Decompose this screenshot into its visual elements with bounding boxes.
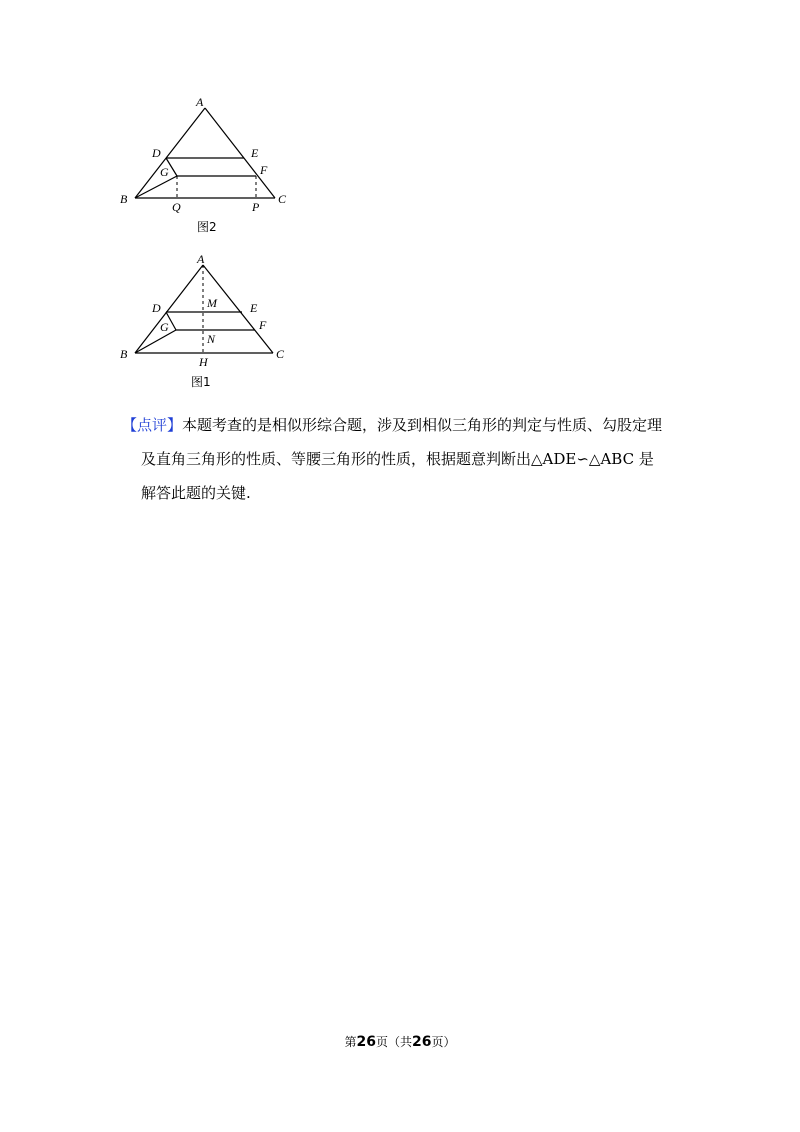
label-q: Q [172,200,181,214]
label-f: F [260,163,268,177]
label-a: A [196,95,204,109]
figure-1-caption: 图1 [191,375,211,389]
segment-bg [135,176,177,198]
figure-1 [115,245,305,395]
figure-2-caption: 图2 [197,220,217,234]
footer-prefix: 第 [344,1035,357,1049]
label-e: E [251,146,259,160]
label-f: F [259,318,267,332]
side-ac [205,108,275,198]
comment-text-1: 本题考查的是相似形综合题，涉及到相似三角形的判定与性质、勾股定理 [182,416,663,434]
footer-mid: 页（共 [375,1035,412,1049]
comment-tag: 【点评】 [122,416,183,434]
segment-bg [135,330,176,353]
label-c: C [278,192,287,206]
label-c: C [276,347,285,361]
side-ab [135,108,205,198]
comment-line-1 [122,408,692,442]
label-d: D [152,146,161,160]
comment-line-3: 解答此题的关键. [141,484,251,502]
footer-page-number: 26 [356,1034,376,1050]
page-footer [0,1033,800,1050]
comment-paragraph [122,408,692,510]
label-m: M [207,296,217,310]
figure-2-diagram [115,90,305,240]
label-h: H [199,355,208,369]
label-b: B [120,347,128,361]
label-a: A [197,252,205,266]
footer-suffix: 页） [431,1035,456,1049]
label-b: B [120,192,128,206]
label-d: D [152,301,161,315]
label-g: G [160,320,169,334]
label-g: G [160,165,169,179]
footer-total-pages: 26 [412,1034,432,1050]
figure-2 [115,90,305,240]
comment-line-2: 及直角三角形的性质、等腰三角形的性质，根据题意判断出△ADE∽△ABC 是 [141,450,654,468]
label-n: N [207,332,216,346]
side-ab [135,265,203,353]
label-e: E [250,301,258,315]
label-p: P [252,200,260,214]
figure-1-diagram [115,245,305,395]
